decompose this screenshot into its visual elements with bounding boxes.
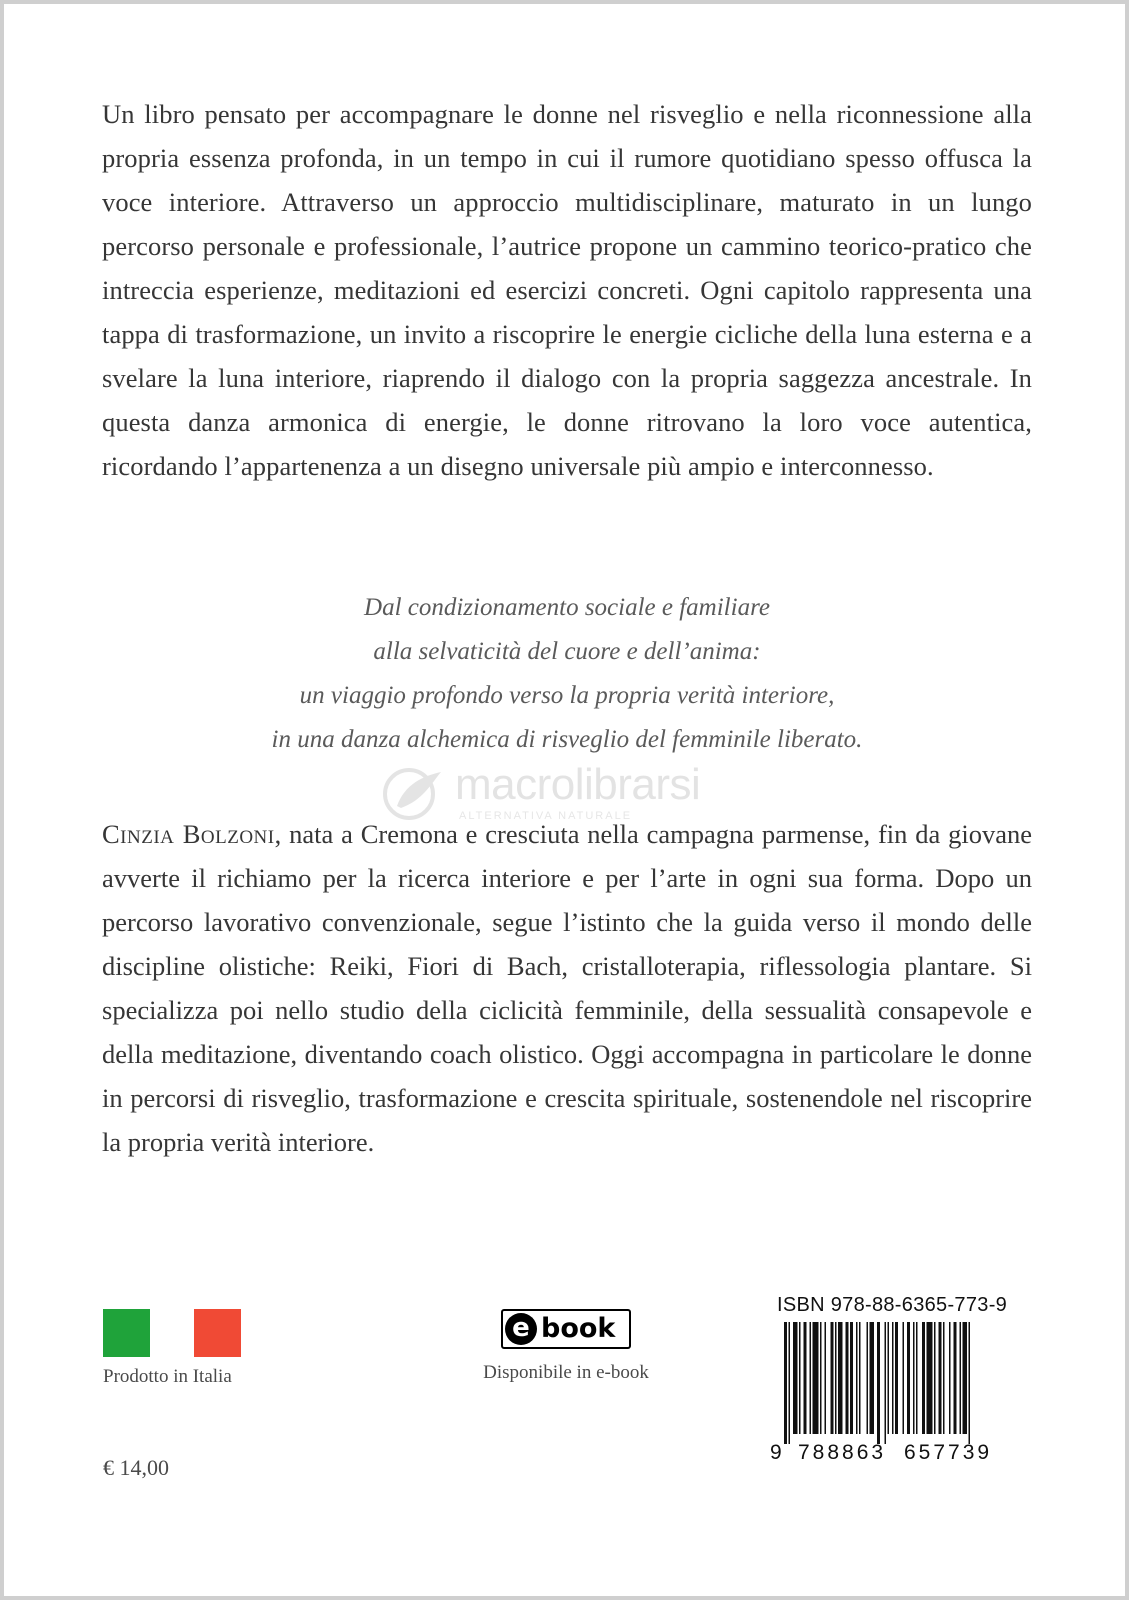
italian-flag-red [194,1309,241,1357]
barcode-bar [859,1322,861,1434]
barcode-bar [939,1322,942,1434]
barcode [770,1322,1010,1444]
barcode-bar [934,1322,936,1434]
barcode-bar [943,1322,945,1434]
barcode-bar [831,1322,834,1434]
barcode-bar [895,1322,898,1434]
quote-line: Dal condizionamento sociale e familiare [364,594,770,621]
isbn-label: ISBN 978-88-6365-773-9 [777,1294,1008,1316]
barcode-bar [892,1322,894,1434]
book-blurb: Un libro pensato per accompagnare le donne nel risveglio e nella riconnessione alla propria essenza profonda, in un tempo in cui il rumore quotidiano spesso offusca la voce interiore. Attraverso un approccio multidisciplinare, maturato in un lungo percorso personale e professionale, l’autrice propone un cammino teorico-pratico che intreccia esperienze, meditazioni ed esercizi concreti. Ogni capitolo rappresenta una tappa di trasformazione, un invito a riscoprire le energie cicliche della luna esterna e a svelare la luna interiore, riaprendo il dialogo con la propria saggezza ancestrale. In questa danza armonica di energie, le donne ritrovano la loro voce autentica, ricordando l’appartenenza a un disegno universale più ampio e interconnesso. [102,99,1032,481]
barcode-digits-left: 788863 [798,1441,887,1464]
ebook-badge-word: book [541,1313,616,1344]
quote-block [102,586,1032,762]
ebook-caption: Disponibile in e-book [483,1362,649,1383]
barcode-bar [916,1322,918,1434]
barcode-bar [820,1322,822,1434]
author-bio [102,812,1032,1164]
made-in-label: Prodotto in Italia [103,1366,232,1387]
barcode-bar [789,1322,791,1444]
barcode-bar [913,1322,915,1434]
barcode-bar [877,1322,880,1444]
watermark-tagline: ALTERNATIVA NATURALE [459,810,633,822]
barcode-bar [903,1322,905,1434]
barcode-bar [804,1322,807,1434]
barcode-bar [927,1322,933,1434]
barcode-bar [885,1322,887,1444]
barcode-bar [922,1322,925,1434]
quote-line: un viaggio profondo verso la propria verità interiore, [299,682,835,709]
barcode-bar [799,1322,801,1434]
barcode-bar [835,1322,837,1434]
barcode-bar [846,1322,849,1434]
barcode-bar [888,1322,890,1434]
barcode-bar [969,1322,971,1444]
barcode-bar [850,1322,853,1434]
ebook-e-icon: e [505,1313,537,1345]
barcode-bar [813,1322,819,1434]
barcode-bar [825,1322,827,1434]
barcode-bar [949,1322,951,1434]
barcode-digit-prefix: 9 [770,1441,782,1464]
barcode-bar [960,1322,962,1434]
quote-line: alla selvaticità del cuore e dell’anima: [373,638,761,665]
barcode-bar [907,1322,910,1434]
bio-text: , nata a Cremona e cresciuta nella campagna parmense, fin da giovane avverte il richiamo per la ricerca interiore e per l’arte in ogni sua forma. Dopo un percorso lavorativo convenzionale, segue l’istinto che la guida verso il mondo delle discipline olistiche: Reiki, Fiori di Bach, cristalloterapia, riflessologia plantare. Si specializza poi nello studio della ciclicità femminile, della sessualità consapevole e della meditazione, diventando coach olistico. Oggi accompagna in particolare le donne in percorsi di risveglio, trasformazione e crescita spirituale, sostenendole nel riscoprire la propria verità interiore. [102,819,1032,1157]
barcode-digits-right: 657739 [904,1441,993,1464]
barcode-bar [793,1322,798,1434]
italian-flag-green [103,1309,150,1357]
barcode-bar [784,1322,787,1444]
barcode-bar [810,1322,812,1434]
barcode-bar [870,1322,875,1434]
price: € 14,00 [103,1455,169,1480]
barcode-bar [856,1322,858,1434]
barcode-bar [867,1322,869,1434]
barcode-bar [954,1322,957,1434]
ebook-badge [501,1309,631,1349]
quote-line: in una danza alchemica di risveglio del femminile liberato. [271,726,863,753]
author-name: Cinzia Bolzoni [102,819,275,849]
barcode-bar [838,1322,843,1434]
watermark-brand: macrolibrarsi [455,760,701,809]
barcode-bar [963,1322,968,1434]
